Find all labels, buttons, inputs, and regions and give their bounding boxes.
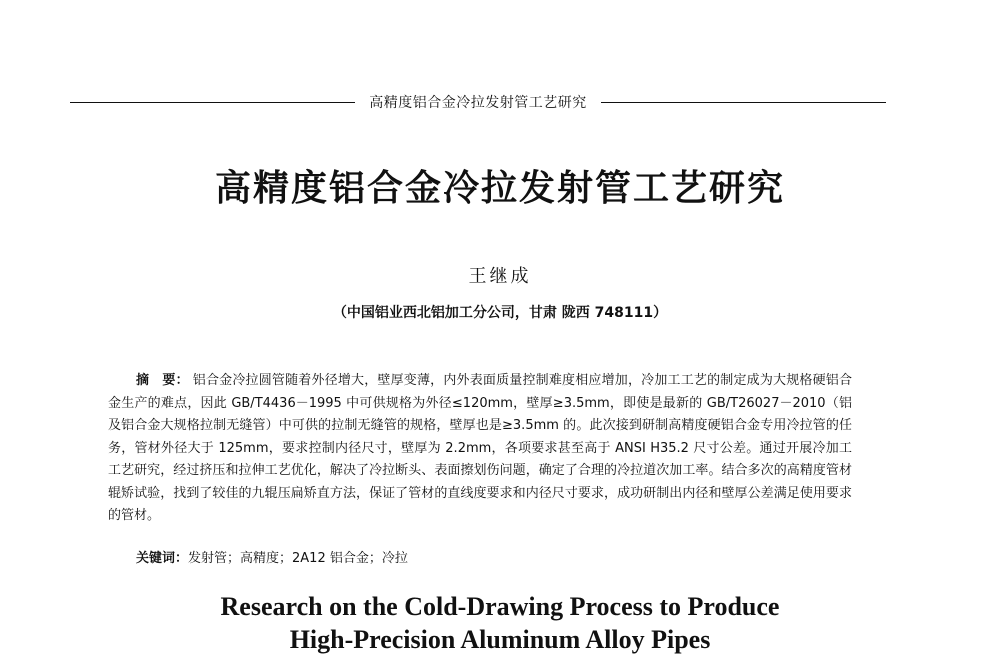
author-name: 王继成 bbox=[468, 266, 532, 287]
keywords-text: 发射管；高精度；2A12 铝合金；冷拉 bbox=[188, 551, 408, 566]
abstract bbox=[108, 370, 852, 528]
paper-title-en-line1: Research on the Cold-Drawing Process to Produce bbox=[220, 592, 780, 621]
keywords bbox=[136, 548, 852, 570]
running-header-text: 高精度铝合金冷拉发射管工艺研究 bbox=[369, 95, 587, 111]
author-affiliation: （中国铝业西北铝加工分公司，甘肃 陇西 748111） bbox=[332, 305, 668, 321]
keywords-label: 关键词： bbox=[136, 551, 189, 566]
abstract-text: 铝合金冷拉圆管随着外径增大，壁厚变薄，内外表面质量控制难度相应增加，冷加工工艺的制定成为大规格硬铝合金生产的难点，因此 GB/T4436－1995 中可供规格为外径≤120mm，壁厚≥3.5mm，即使是最新的 GB/T26027－2010（铝及铝合金大规格拉制无缝管）中可供的拉制无缝管的规格，壁厚也是≥3.5mm 的。此次接到研制高精度硬铝合金专用冷拉管的任务，管材外径大于 125mm，要求控制内径尺寸，壁厚为 2.2mm，各项要求甚至高于 ANSI H35.2 尺寸公差。通过开展冷加工工艺研究，经过挤压和拉伸工艺优化，解决了冷拉断头、表面擦划伤问题，确定了合理的冷拉道次加工率。结合多次的高精度管材辊矫试验，找到了较佳的九辊压扁矫直方法，保证了管材的直线度要求和内径尺寸要求，成功研制出内径和壁厚公差满足使用要求的管材。 bbox=[108, 373, 852, 523]
paper-title-en bbox=[0, 590, 1000, 656]
running-header bbox=[70, 92, 886, 112]
paper-title-en-line2: High-Precision Aluminum Alloy Pipes bbox=[289, 625, 711, 654]
header-rule-right bbox=[601, 102, 886, 103]
paper-title-cn: 高精度铝合金冷拉发射管工艺研究 bbox=[214, 168, 785, 209]
header-rule-left bbox=[70, 102, 355, 103]
abstract-label: 摘 要： bbox=[136, 373, 189, 388]
